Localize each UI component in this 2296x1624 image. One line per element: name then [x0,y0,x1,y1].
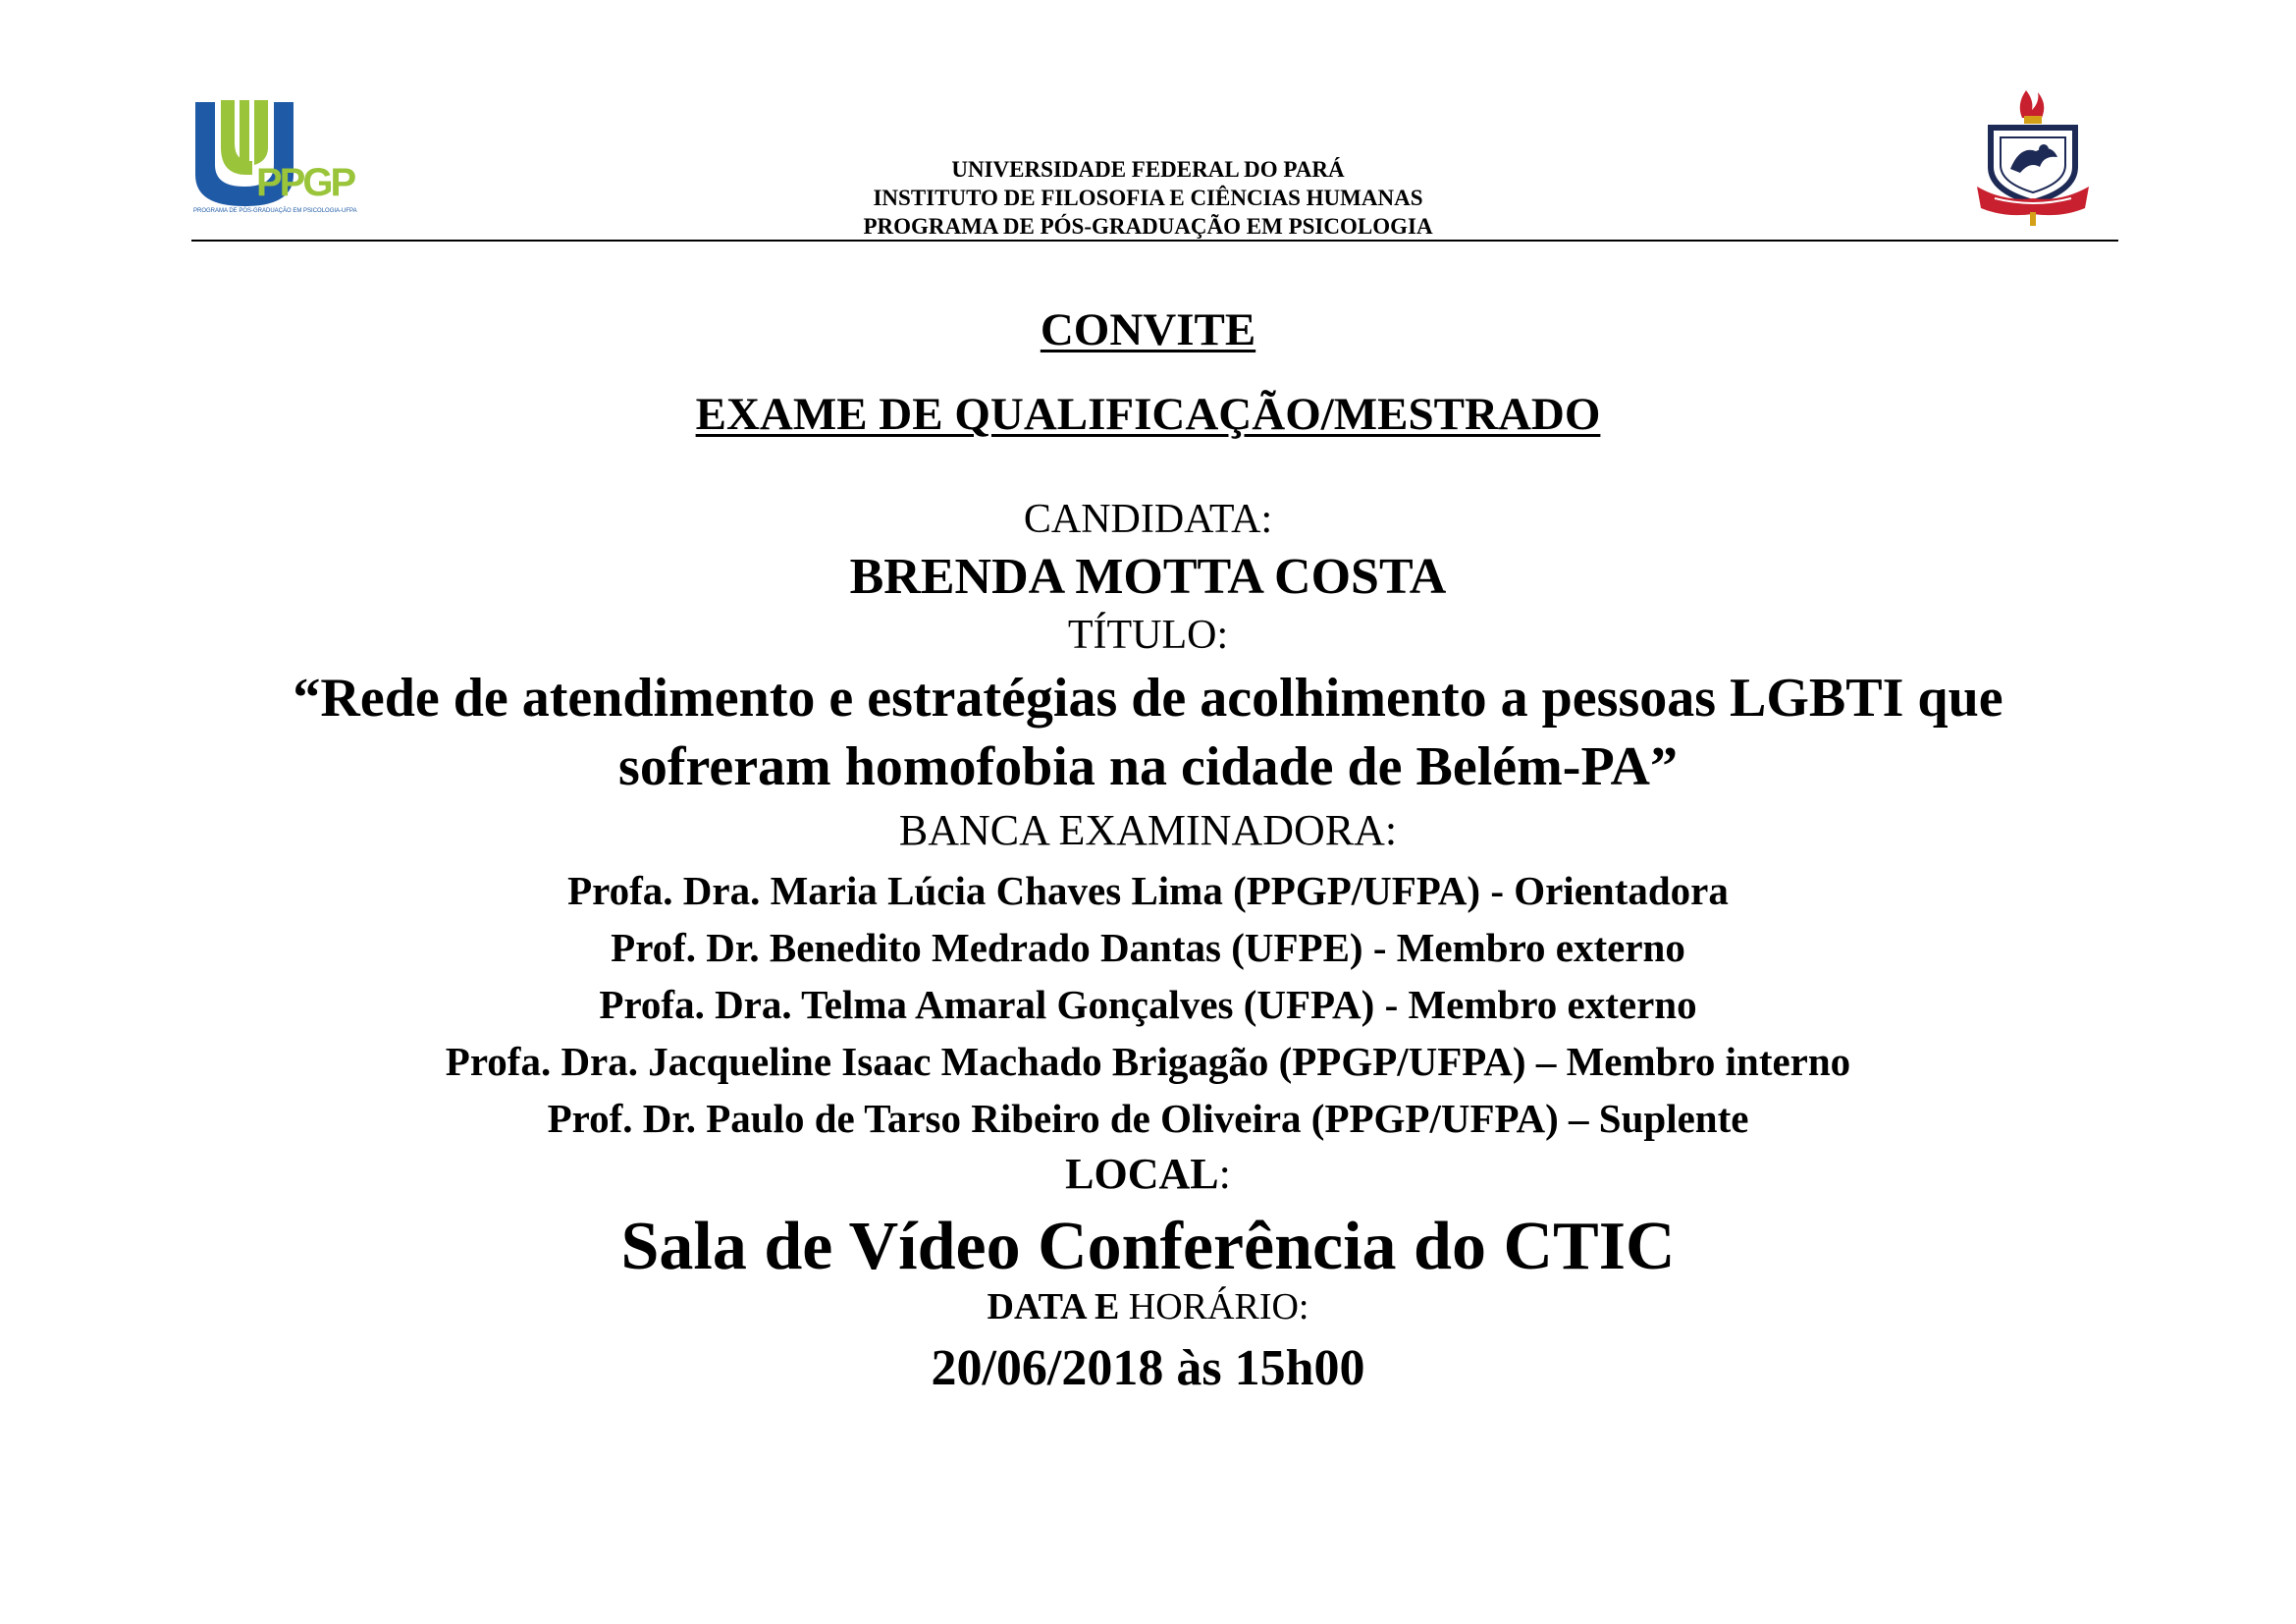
candidate-label: CANDIDATA: [1023,497,1273,542]
document-heading: CONVITE [1040,304,1256,355]
datetime-label-rest: HORÁRIO: [1119,1286,1309,1327]
thesis-title-line-1: “Rede de atendimento e estratégias de acolhimento a pessoas LGBTI que [293,668,2003,729]
committee-member: Profa. Dra. Telma Amaral Gonçalves (UFPA) - Membro externo [599,982,1697,1027]
header-divider [191,240,2118,242]
committee-member: Profa. Dra. Maria Lúcia Chaves Lima (PPGP/UFPA) - Orientadora [567,868,1729,913]
location-label-text: LOCAL [1065,1150,1219,1198]
thesis-title-line-2: sofreram homofobia na cidade de Belém-PA” [618,736,1678,797]
ppgp-letters: PPGP [256,161,354,204]
title-label: TÍTULO: [1067,613,1229,658]
committee-member: Profa. Dra. Jacqueline Isaac Machado Brigagão (PPGP/UFPA) – Membro interno [445,1039,1851,1084]
committee-label: BANCA EXAMINADORA: [898,806,1398,854]
institution-institute: INSTITUTO DE FILOSOFIA E CIÊNCIAS HUMANAS [873,186,1423,210]
datetime-value: 20/06/2018 às 15h00 [931,1340,1365,1396]
location-value: Sala de Vídeo Conferência do CTIC [620,1209,1676,1284]
datetime-label [0,1282,2296,1331]
datetime-label-bold: DATA E [987,1286,1120,1327]
committee-member: Prof. Dr. Paulo de Tarso Ribeiro de Oliveira (PPGP/UFPA) – Suplente [547,1096,1749,1141]
exam-type: EXAME DE QUALIFICAÇÃO/MESTRADO [695,389,1601,440]
institution-program: PROGRAMA DE PÓS-GRADUAÇÃO EM PSICOLOGIA [863,214,1433,239]
candidate-name: BRENDA MOTTA COSTA [849,549,1447,605]
location-label-colon: : [1218,1150,1231,1198]
ufpa-seal-icon [1975,88,2091,226]
committee-member: Prof. Dr. Benedito Medrado Dantas (UFPE) - Membro externo [611,925,1685,970]
ppgp-caption: PROGRAMA DE PÓS-GRADUAÇÃO EM PSICOLOGIA-UFPA [193,208,357,214]
location-label [0,1147,2296,1202]
institution-university: UNIVERSIDADE FEDERAL DO PARÁ [951,157,1345,182]
